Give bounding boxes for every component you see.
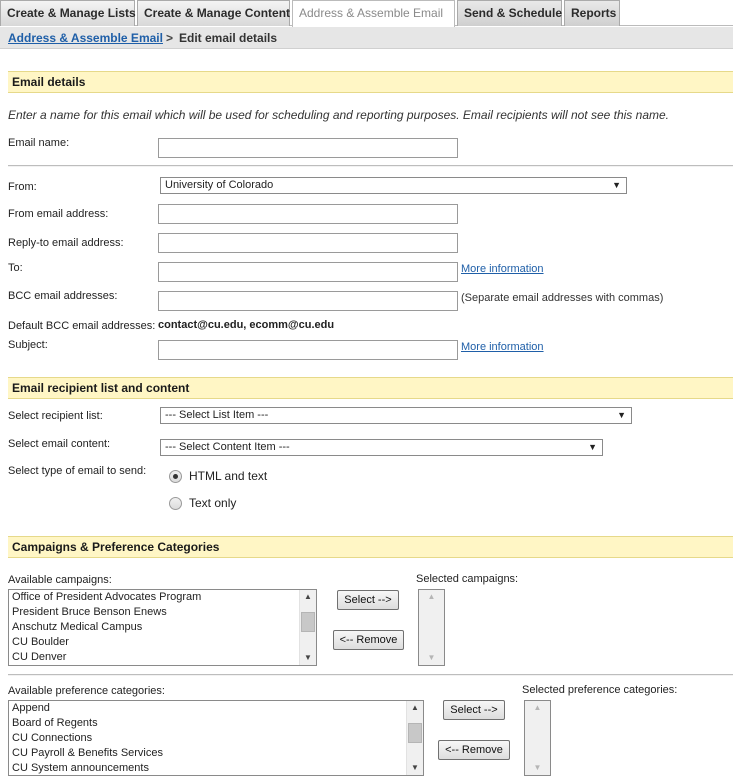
chevron-down-icon: ▼ [588, 442, 597, 452]
radio-text-only[interactable] [169, 497, 182, 510]
tab-send-schedule[interactable]: Send & Schedule [457, 0, 562, 26]
selected-preferences-list[interactable] [524, 700, 551, 776]
scrollbar[interactable] [406, 701, 423, 775]
email-details-title: Email details [12, 75, 86, 89]
scroll-down-icon[interactable]: ▼ [411, 763, 419, 772]
scroll-up-icon[interactable]: ▲ [411, 703, 419, 712]
from-select-value: University of Colorado [165, 179, 274, 191]
scrollbar [419, 590, 444, 665]
select-preference-button[interactable]: Select --> [443, 700, 505, 720]
list-item[interactable]: CU Payroll & Benefits Services [12, 747, 163, 759]
email-content-select-value: --- Select Content Item --- [165, 441, 290, 453]
list-item[interactable]: Office of President Advocates Program [12, 591, 202, 603]
chevron-down-icon: ▼ [612, 180, 621, 190]
list-item[interactable]: CU Connections [12, 732, 93, 744]
recipient-list-select[interactable] [160, 407, 632, 424]
selected-campaigns-label: Selected campaigns: [416, 573, 519, 585]
breadcrumb [0, 27, 733, 49]
campaigns-title: Campaigns & Preference Categories [12, 540, 220, 554]
email-name-description: Enter a name for this email which will be used for scheduling and reporting purposes. Email recipients will not see this name. [8, 108, 669, 122]
available-campaigns-list[interactable] [8, 589, 317, 666]
from-email-label: From email address: [8, 208, 109, 220]
bcc-label: BCC email addresses: [8, 290, 118, 302]
scrollbar[interactable] [299, 590, 316, 665]
email-name-label: Email name: [8, 137, 70, 149]
scroll-up-icon: ▲ [533, 703, 542, 712]
list-item[interactable]: CU Boulder [12, 636, 69, 648]
recipient-header [8, 377, 733, 399]
tab-create-manage-lists[interactable]: Create & Manage Lists [0, 0, 135, 26]
email-name-input[interactable] [158, 138, 458, 158]
breadcrumb-link[interactable]: Address & Assemble Email [8, 31, 163, 45]
email-details-header [8, 71, 733, 93]
selected-campaigns-list[interactable] [418, 589, 445, 666]
email-content-select[interactable] [160, 439, 603, 456]
tab-bar [0, 0, 733, 26]
recipient-list-select-value: --- Select List Item --- [165, 409, 269, 421]
divider [8, 165, 733, 167]
remove-campaign-button[interactable]: <-- Remove [333, 630, 404, 650]
bcc-input[interactable] [158, 291, 458, 311]
list-item[interactable]: Board of Regents [12, 717, 98, 729]
list-item[interactable]: Append [12, 702, 50, 714]
scrollbar [525, 701, 550, 775]
reply-to-input[interactable] [158, 233, 458, 253]
tab-address-assemble-email[interactable]: Address & Assemble Email [292, 0, 455, 27]
scroll-up-icon[interactable]: ▲ [304, 592, 312, 601]
subject-more-info-link[interactable]: More information [461, 341, 544, 353]
available-preferences-label: Available preference categories: [8, 685, 165, 697]
radio-html-and-text-label: HTML and text [189, 469, 268, 483]
scroll-down-icon: ▼ [427, 653, 436, 662]
divider [8, 674, 733, 676]
to-input[interactable] [158, 262, 458, 282]
default-bcc-value: contact@cu.edu, ecomm@cu.edu [158, 319, 335, 331]
scroll-thumb[interactable] [301, 612, 315, 632]
selected-preferences-label: Selected preference categories: [522, 684, 678, 696]
available-campaigns-label: Available campaigns: [8, 574, 112, 586]
scroll-thumb[interactable] [408, 723, 422, 743]
reply-to-label: Reply-to email address: [8, 237, 124, 249]
to-more-info-link[interactable]: More information [461, 263, 544, 275]
tab-create-manage-content[interactable]: Create & Manage Content [137, 0, 290, 26]
select-campaign-button[interactable]: Select --> [337, 590, 399, 610]
chevron-down-icon: ▼ [617, 410, 626, 420]
to-label: To: [8, 262, 23, 274]
email-type-label: Select type of email to send: [8, 465, 147, 477]
radio-html-and-text[interactable] [169, 470, 182, 483]
scroll-down-icon: ▼ [533, 763, 542, 772]
scroll-up-icon: ▲ [427, 592, 436, 601]
list-item[interactable]: CU Denver [12, 651, 67, 663]
from-email-input[interactable] [158, 204, 458, 224]
subject-input[interactable] [158, 340, 458, 360]
bcc-note: (Separate email addresses with commas) [461, 292, 664, 304]
recipient-list-label: Select recipient list: [8, 410, 103, 422]
from-label: From: [8, 181, 37, 193]
from-select[interactable] [160, 177, 627, 194]
remove-preference-button[interactable]: <-- Remove [438, 740, 510, 760]
list-item[interactable]: CU System announcements [12, 762, 149, 774]
list-item[interactable]: President Bruce Benson Enews [12, 606, 167, 618]
radio-text-only-label: Text only [189, 496, 237, 510]
list-item[interactable]: Anschutz Medical Campus [12, 621, 143, 633]
breadcrumb-current: Edit email details [179, 31, 278, 45]
subject-label: Subject: [8, 339, 48, 351]
tab-reports[interactable]: Reports [564, 0, 620, 26]
scroll-down-icon[interactable]: ▼ [304, 653, 312, 662]
recipient-title: Email recipient list and content [12, 381, 190, 395]
available-preferences-list[interactable] [8, 700, 424, 776]
email-content-label: Select email content: [8, 438, 111, 450]
breadcrumb-separator: > [166, 31, 174, 45]
default-bcc-label: Default BCC email addresses: [8, 320, 156, 332]
campaigns-header [8, 536, 733, 558]
